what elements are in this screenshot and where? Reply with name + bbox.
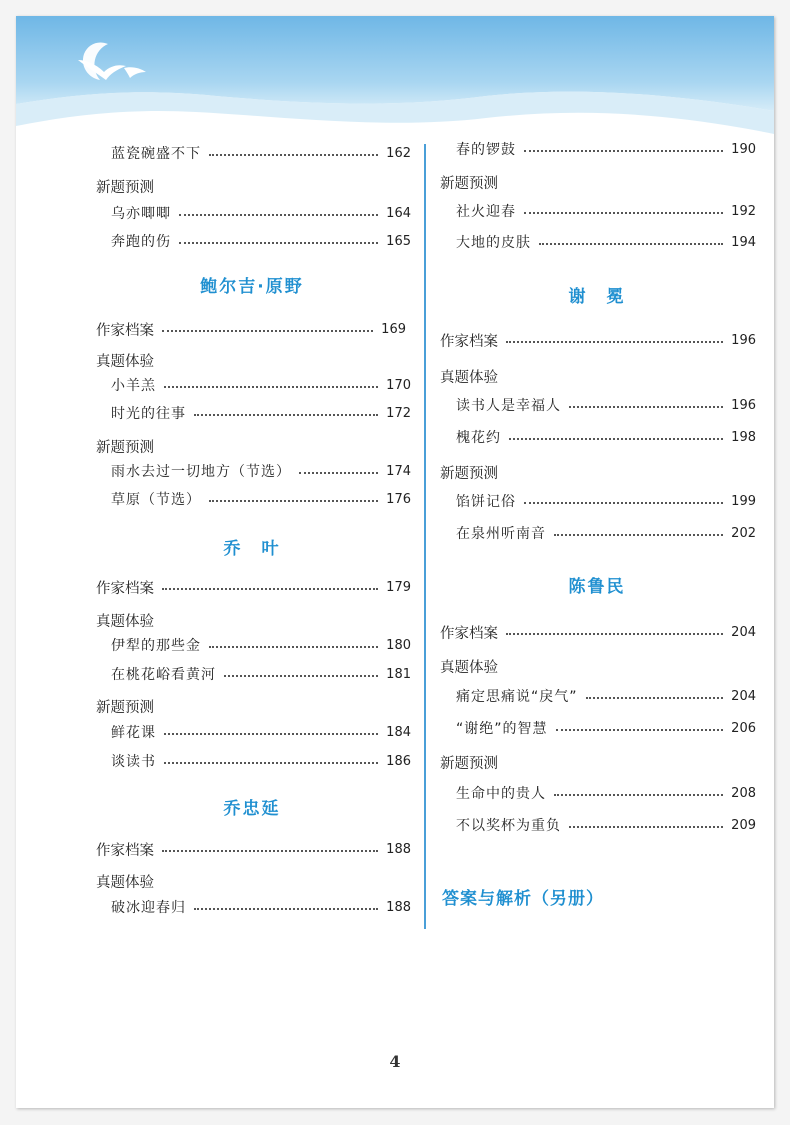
author-section-title: 鲍尔吉·原野: [200, 277, 304, 297]
toc-entry[interactable]: [111, 896, 411, 918]
category-heading: 新题预测: [440, 756, 498, 772]
book-page: [16, 16, 774, 1108]
entry-page: 204: [731, 688, 756, 704]
toc-entry[interactable]: [111, 663, 411, 685]
toc-entry[interactable]: [456, 717, 756, 739]
author-section-title: 陈鲁民: [568, 577, 626, 597]
toc-entry[interactable]: [111, 488, 411, 510]
leader-dots: [179, 214, 378, 216]
toc-entry[interactable]: [456, 685, 756, 707]
category-heading: 新题预测: [96, 700, 154, 716]
answer-section-title[interactable]: 答案与解析（另册）: [442, 889, 604, 909]
entry-title: 作家档案: [440, 625, 498, 642]
entry-title: 小羊羔: [111, 378, 156, 394]
entry-title: 作家档案: [440, 333, 498, 350]
leader-dots: [554, 794, 723, 796]
entry-title: 谈读书: [111, 754, 156, 770]
category-heading: 新题预测: [96, 440, 154, 456]
page-number: 4: [389, 1052, 401, 1071]
toc-entry[interactable]: [111, 230, 411, 252]
entry-title: 草原（节选）: [111, 492, 201, 508]
toc-entry[interactable]: [456, 814, 756, 836]
category-heading: 真题体验: [96, 354, 154, 370]
category-heading: 新题预测: [440, 466, 498, 482]
leader-dots: [224, 675, 378, 677]
entry-title: 伊犁的那些金: [111, 638, 201, 654]
entry-title: 读书人是幸福人: [456, 398, 561, 414]
toc-entry[interactable]: [111, 142, 411, 164]
toc-entry[interactable]: [111, 721, 411, 743]
entry-page: 188: [386, 899, 411, 915]
leader-dots: [162, 330, 373, 332]
category-heading: 新题预测: [96, 180, 154, 196]
entry-title: 奔跑的伤: [111, 234, 171, 250]
entry-page: 180: [386, 637, 411, 653]
leader-dots: [556, 729, 724, 731]
leader-dots: [539, 243, 723, 245]
entry-page: 181: [386, 666, 411, 682]
entry-page: 170: [386, 377, 411, 393]
entry-page: 188: [386, 841, 411, 857]
toc-entry[interactable]: [456, 782, 756, 804]
toc-entry[interactable]: [111, 202, 411, 224]
entry-page: 169: [381, 321, 406, 337]
leader-dots: [506, 633, 723, 635]
entry-title: 作家档案: [96, 580, 154, 597]
category-heading: 真题体验: [96, 614, 154, 630]
entry-title: 雨水去过一切地方（节选）: [111, 464, 291, 480]
toc-entry[interactable]: [111, 634, 411, 656]
toc-entry[interactable]: [96, 838, 411, 860]
author-section-title: 乔忠延: [223, 799, 281, 819]
toc-entry[interactable]: [456, 522, 756, 544]
entry-page: 199: [731, 493, 756, 509]
entry-page: 186: [386, 753, 411, 769]
author-section-title: 乔 叶: [223, 539, 281, 559]
entry-title: 社火迎春: [456, 204, 516, 220]
leader-dots: [164, 733, 378, 735]
leader-dots: [509, 438, 723, 440]
leader-dots: [179, 242, 378, 244]
entry-page: 176: [386, 491, 411, 507]
leader-dots: [164, 386, 378, 388]
leader-dots: [209, 646, 378, 648]
entry-title: 馅饼记俗: [456, 494, 516, 510]
toc-entry[interactable]: [111, 750, 411, 772]
entry-title: 作家档案: [96, 842, 154, 859]
entry-page: 174: [386, 463, 411, 479]
leader-dots: [554, 534, 723, 536]
entry-title: 蓝瓷碗盛不下: [111, 146, 201, 162]
entry-title: 时光的往事: [111, 406, 186, 422]
column-divider: [424, 144, 426, 929]
entry-title: 痛定思痛说“戾气”: [456, 689, 578, 705]
entry-title: 作家档案: [96, 322, 154, 339]
entry-title: 在泉州听南音: [456, 526, 546, 542]
leader-dots: [209, 500, 378, 502]
leader-dots: [569, 406, 723, 408]
entry-page: 204: [731, 624, 756, 640]
entry-page: 165: [386, 233, 411, 249]
entry-title: 大地的皮肤: [456, 235, 531, 251]
toc-entry[interactable]: [456, 490, 756, 512]
leader-dots: [164, 762, 378, 764]
toc-entry[interactable]: [456, 394, 756, 416]
entry-page: 196: [731, 332, 756, 348]
entry-title: “谢绝”的智慧: [456, 721, 548, 737]
leader-dots: [162, 850, 378, 852]
toc-entry[interactable]: [111, 402, 411, 424]
entry-page: 192: [731, 203, 756, 219]
entry-page: 194: [731, 234, 756, 250]
leader-dots: [194, 414, 378, 416]
leader-dots: [194, 908, 378, 910]
entry-page: 198: [731, 429, 756, 445]
entry-page: 190: [731, 141, 756, 157]
entry-page: 172: [386, 405, 411, 421]
entry-page: 196: [731, 397, 756, 413]
entry-page: 179: [386, 579, 411, 595]
toc-entry[interactable]: [456, 200, 756, 222]
category-heading: 新题预测: [440, 176, 498, 192]
entry-title: 破冰迎春归: [111, 900, 186, 916]
toc-entry[interactable]: [440, 329, 756, 351]
entry-title: 槐花约: [456, 430, 501, 446]
toc-entry[interactable]: [96, 576, 411, 598]
entry-page: 209: [731, 817, 756, 833]
entry-title: 乌亦唧唧: [111, 206, 171, 222]
toc-entry[interactable]: [440, 621, 756, 643]
entry-page: 162: [386, 145, 411, 161]
entry-page: 184: [386, 724, 411, 740]
leader-dots: [524, 502, 723, 504]
author-section-title: 谢 冕: [568, 287, 626, 307]
toc-entry[interactable]: [456, 426, 756, 448]
entry-page: 208: [731, 785, 756, 801]
toc-entry[interactable]: [456, 231, 756, 253]
leader-dots: [299, 472, 378, 474]
leader-dots: [209, 154, 378, 156]
category-heading: 真题体验: [96, 875, 154, 891]
leader-dots: [586, 697, 724, 699]
entry-title: 不以奖杯为重负: [456, 818, 561, 834]
category-heading: 真题体验: [440, 370, 498, 386]
leader-dots: [524, 212, 723, 214]
entry-page: 206: [731, 720, 756, 736]
leader-dots: [569, 826, 723, 828]
category-heading: 真题体验: [440, 660, 498, 676]
leader-dots: [524, 150, 723, 152]
leader-dots: [162, 588, 378, 590]
entry-title: 在桃花峪看黄河: [111, 667, 216, 683]
entry-page: 202: [731, 525, 756, 541]
toc-entry[interactable]: [456, 138, 756, 160]
toc-entry[interactable]: [111, 374, 411, 396]
entry-title: 春的锣鼓: [456, 142, 516, 158]
entry-title: 鲜花课: [111, 725, 156, 741]
leader-dots: [506, 341, 723, 343]
toc-entry[interactable]: [111, 460, 411, 482]
entry-title: 生命中的贵人: [456, 786, 546, 802]
entry-page: 164: [386, 205, 411, 221]
